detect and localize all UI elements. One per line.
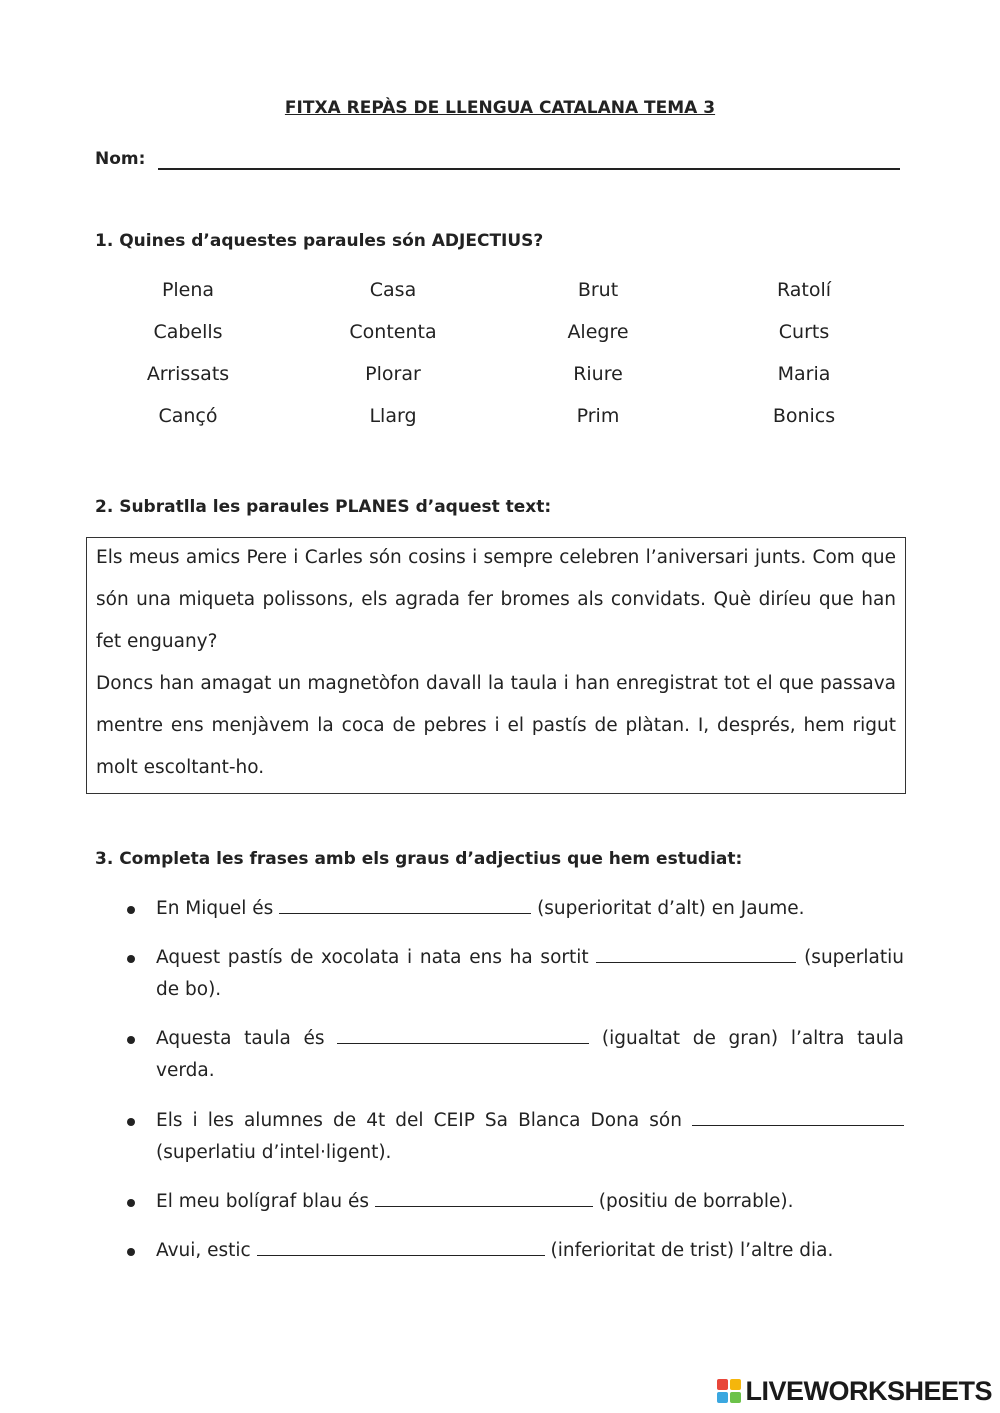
text-passage-box xyxy=(86,537,906,794)
fill-in-item xyxy=(156,1235,904,1267)
word-option[interactable]: Ratolí xyxy=(776,279,832,301)
word-option[interactable]: Plena xyxy=(161,279,215,301)
word-option[interactable]: Riure xyxy=(573,363,623,385)
passage-line[interactable]: Doncs han amagat un magnetòfon davall la taula i han enregistrat tot el que passava xyxy=(96,673,896,694)
fill-in-item xyxy=(156,1186,904,1218)
passage-line[interactable]: mentre ens menjàvem la coca de pebres i el pastís de plàtan. I, després, hem rigut xyxy=(96,715,896,736)
answer-blank[interactable] xyxy=(279,895,531,914)
word-option[interactable]: Bonics xyxy=(772,405,836,427)
bullet-icon xyxy=(127,1036,135,1044)
question-3-heading: 3. Completa les frases amb els graus d’adjectius que hem estudiat: xyxy=(95,849,743,869)
sentence-end: (superlatiu xyxy=(804,947,905,968)
sentence-continuation: (superlatiu d’intel·ligent). xyxy=(156,1142,392,1163)
word-option[interactable]: Arrissats xyxy=(146,363,230,385)
question-1-heading: 1. Quines d’aquestes paraules són ADJECTIUS? xyxy=(95,231,544,251)
liveworksheets-logo-icon xyxy=(717,1379,741,1403)
word-option[interactable]: Contenta xyxy=(349,321,437,343)
passage-line[interactable]: són una miqueta polissons, els agrada fer bromes als convidats. Què diríeu que han xyxy=(96,589,896,610)
brand-name: LIVEWORKSHEETS xyxy=(745,1375,992,1406)
sentence-start: Avui, estic xyxy=(156,1240,251,1261)
sentence-continuation: verda. xyxy=(156,1060,215,1081)
answer-blank[interactable] xyxy=(337,1025,589,1044)
word-option[interactable]: Casa xyxy=(369,279,417,301)
bullet-icon xyxy=(127,1118,135,1126)
name-label: Nom: xyxy=(95,149,146,169)
word-option[interactable]: Cançó xyxy=(158,405,218,427)
passage-line[interactable]: molt escoltant-ho. xyxy=(96,757,265,778)
word-option[interactable]: Brut xyxy=(577,279,619,301)
sentence-end: (positiu de borrable). xyxy=(598,1191,794,1212)
bullet-icon xyxy=(127,1199,135,1207)
bullet-icon xyxy=(127,1248,135,1256)
answer-blank[interactable] xyxy=(375,1188,593,1207)
passage-line[interactable]: fet enguany? xyxy=(96,631,218,652)
word-option[interactable]: Curts xyxy=(778,321,830,343)
word-option[interactable]: Llarg xyxy=(369,405,417,427)
passage-line[interactable]: Els meus amics Pere i Carles són cosins i sempre celebren l’aniversari junts. Com que xyxy=(96,547,896,568)
answer-blank[interactable] xyxy=(596,944,796,963)
sentence-start: Els i les alumnes de 4t del CEIP Sa Blanca Dona són xyxy=(156,1110,682,1131)
fill-in-item xyxy=(156,893,904,925)
liveworksheets-logo xyxy=(717,1375,992,1407)
word-option[interactable]: Cabells xyxy=(153,321,223,343)
worksheet-title: FITXA REPÀS DE LLENGUA CATALANA TEMA 3 xyxy=(284,98,716,118)
answer-blank[interactable] xyxy=(257,1237,545,1256)
fill-in-item xyxy=(156,1105,904,1169)
word-option[interactable]: Alegre xyxy=(567,321,629,343)
sentence-start: El meu bolígraf blau és xyxy=(156,1191,369,1212)
bullet-icon xyxy=(127,906,135,914)
sentence-end: (igualtat de gran) l’altra taula xyxy=(601,1028,904,1049)
sentence-start: Aquest pastís de xocolata i nata ens ha sortit xyxy=(156,947,589,968)
sentence-continuation: de bo). xyxy=(156,979,222,1000)
question-2-heading: 2. Subratlla les paraules PLANES d’aquest text: xyxy=(95,497,552,517)
sentence-end: (inferioritat de trist) l’altre dia. xyxy=(550,1240,834,1261)
sentence-end: (superioritat d’alt) en Jaume. xyxy=(537,898,805,919)
fill-in-item xyxy=(156,942,904,1006)
bullet-icon xyxy=(127,955,135,963)
name-input-line[interactable] xyxy=(158,168,900,170)
word-option[interactable]: Maria xyxy=(777,363,831,385)
sentence-start: En Miquel és xyxy=(156,898,274,919)
answer-blank[interactable] xyxy=(692,1107,904,1126)
sentence-start: Aquesta taula és xyxy=(156,1028,325,1049)
fill-in-item xyxy=(156,1023,904,1087)
word-option[interactable]: Prim xyxy=(576,405,620,427)
word-option[interactable]: Plorar xyxy=(365,363,421,385)
